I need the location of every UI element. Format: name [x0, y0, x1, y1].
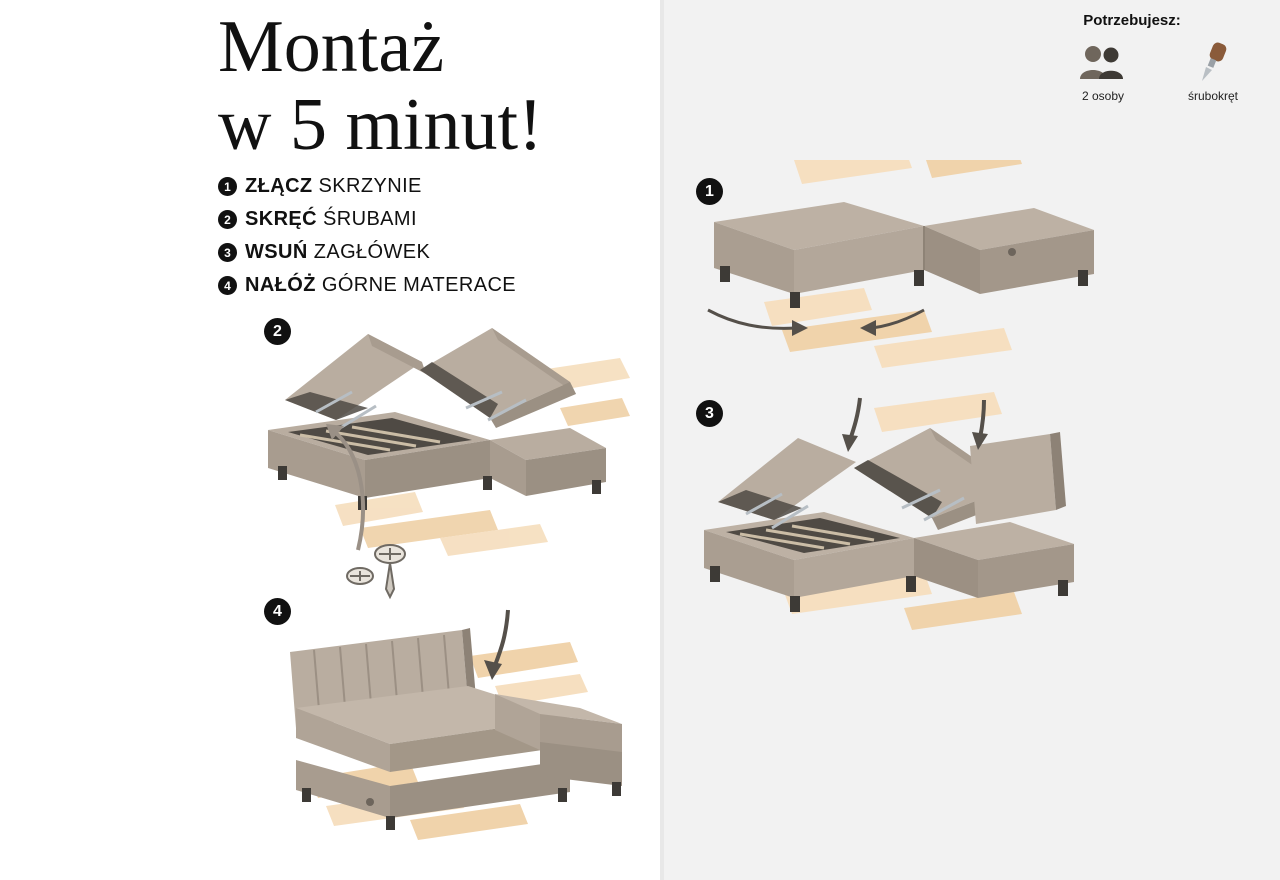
step-number-badge: 4 — [218, 276, 237, 295]
step-number-badge: 3 — [218, 243, 237, 262]
requirements-title: Potrzebujesz: — [1083, 12, 1181, 29]
screwdriver-icon — [1174, 39, 1252, 83]
requirement-label: 2 osoby — [1081, 89, 1125, 103]
list-item — [218, 170, 648, 203]
step-action: ZŁĄCZ — [245, 175, 313, 197]
steps-list — [218, 170, 648, 302]
figure-badge: 2 — [264, 318, 291, 345]
step-action: SKRĘĆ — [245, 208, 318, 230]
step-object: ŚRUBAMI — [323, 208, 417, 230]
requirement-people — [1064, 39, 1142, 103]
illustration-open-bed-boxes — [240, 300, 640, 600]
list-item — [218, 203, 648, 236]
list-item — [218, 236, 648, 269]
illustration-two-closed-boxes — [674, 160, 1274, 380]
figure-badge: 3 — [696, 400, 723, 427]
page-title — [218, 6, 638, 166]
title-line-2: w 5 minut! — [218, 84, 543, 166]
figure-badge: 4 — [264, 598, 291, 625]
two-people-icon — [1064, 39, 1142, 83]
step-action: NAŁÓŻ — [245, 274, 316, 296]
title-line-1: Montaż — [218, 6, 445, 88]
requirements-items — [1012, 39, 1252, 103]
figure-step-3-insert-headboard — [674, 390, 1274, 650]
requirement-tool — [1174, 39, 1252, 103]
figure-badge: 1 — [696, 178, 723, 205]
right-panel — [664, 0, 1280, 880]
step-number-badge: 1 — [218, 177, 237, 196]
step-action: WSUŃ — [245, 241, 308, 263]
step-object: SKRZYNIE — [318, 175, 422, 197]
list-item — [218, 269, 648, 302]
requirements-block — [1012, 12, 1252, 103]
illustration-headboard-insert — [674, 390, 1274, 650]
figure-step-1-join-boxes — [674, 160, 1274, 380]
figure-step-4-top-mattresses — [240, 590, 640, 870]
requirement-label: śrubokręt — [1187, 89, 1239, 103]
step-object: GÓRNE MATERACE — [321, 274, 517, 296]
step-object: ZAGŁÓWEK — [313, 241, 431, 263]
screw-icon — [347, 568, 373, 584]
figure-step-2-screw-boxes — [240, 300, 640, 600]
illustration-finished-bed — [240, 590, 640, 870]
step-number-badge: 2 — [218, 210, 237, 229]
